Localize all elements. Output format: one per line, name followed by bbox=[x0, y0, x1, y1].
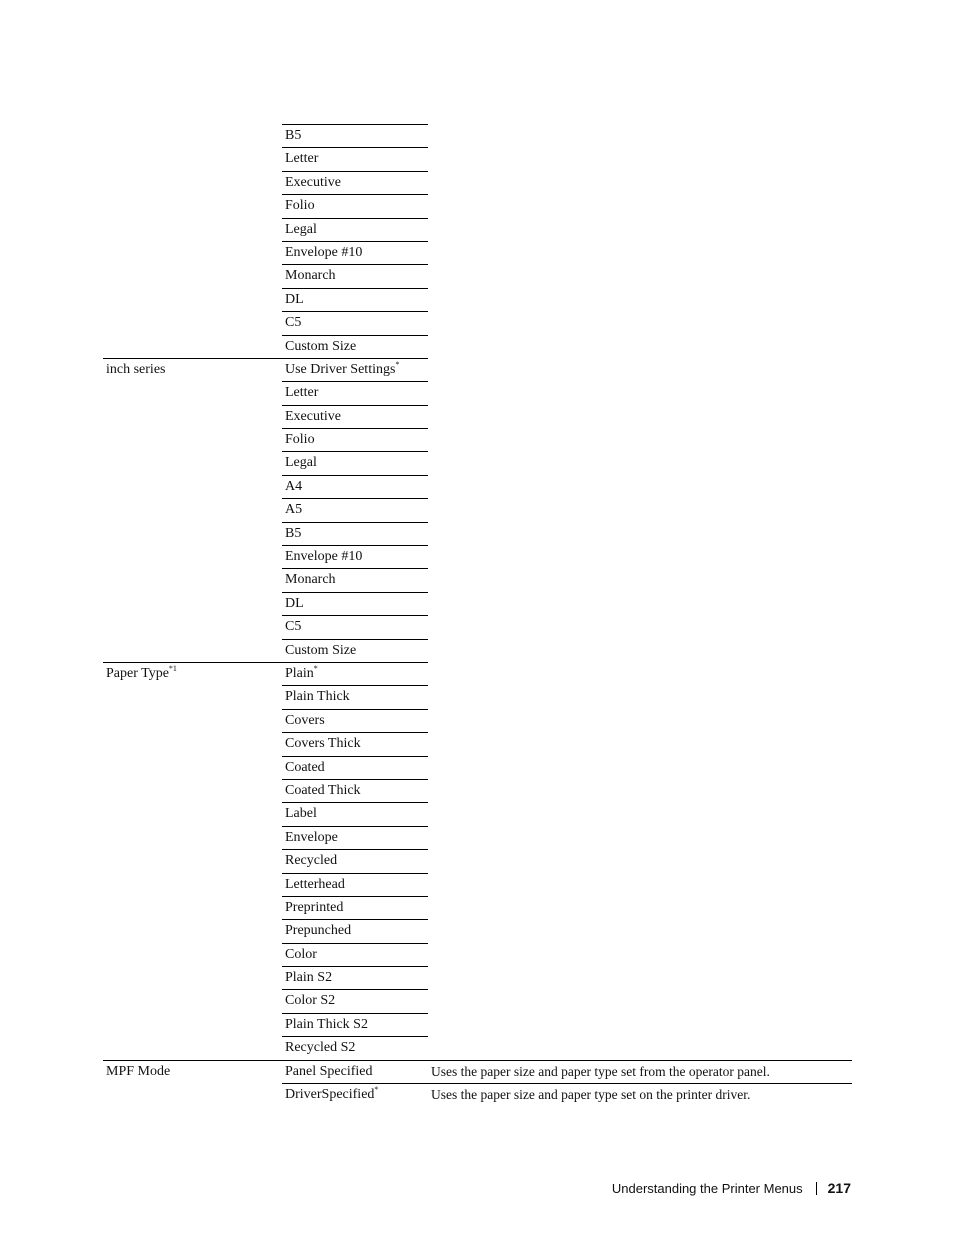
setting-name bbox=[106, 663, 177, 682]
setting-value bbox=[285, 315, 301, 331]
table-row bbox=[103, 428, 852, 451]
setting-value bbox=[285, 198, 315, 214]
setting-value-text: Coated Thick bbox=[285, 782, 361, 798]
table-row bbox=[103, 451, 852, 474]
setting-value-text: C5 bbox=[285, 619, 302, 635]
setting-value-text: Custom Size bbox=[285, 642, 357, 658]
setting-value bbox=[285, 359, 400, 378]
setting-value-text: Executive bbox=[285, 408, 341, 424]
setting-value bbox=[285, 689, 350, 705]
setting-value bbox=[285, 596, 304, 612]
table-row bbox=[103, 943, 852, 966]
table-row bbox=[103, 381, 852, 404]
setting-value bbox=[285, 432, 315, 448]
setting-value bbox=[285, 549, 362, 565]
footer-section-title: Understanding the Printer Menus bbox=[611, 1180, 803, 1196]
setting-value bbox=[285, 1017, 368, 1033]
footnote-marker: *1 bbox=[168, 663, 177, 673]
table-row bbox=[103, 1083, 852, 1106]
setting-value-text: Envelope #10 bbox=[285, 549, 363, 565]
setting-value bbox=[285, 409, 341, 425]
table-row bbox=[103, 919, 852, 942]
setting-value bbox=[285, 830, 338, 846]
setting-value-text: C5 bbox=[285, 315, 302, 331]
table-row bbox=[103, 1013, 852, 1036]
setting-value-text: Letterhead bbox=[285, 876, 345, 892]
page-number: 217 bbox=[827, 1180, 851, 1196]
table-row bbox=[103, 288, 852, 311]
setting-name-text: MPF Mode bbox=[106, 1063, 171, 1079]
setting-value-text: Panel Specified bbox=[285, 1063, 373, 1079]
setting-value bbox=[285, 853, 337, 869]
setting-value bbox=[285, 175, 341, 191]
page-footer bbox=[612, 1180, 851, 1196]
setting-value-text: Legal bbox=[285, 221, 317, 237]
setting-value-text: Plain Thick S2 bbox=[285, 1016, 368, 1032]
table-row bbox=[103, 615, 852, 638]
setting-value-text: Letter bbox=[285, 385, 319, 401]
setting-value bbox=[285, 128, 301, 144]
table-row bbox=[103, 662, 852, 685]
setting-value-text: Color S2 bbox=[285, 993, 336, 1009]
table-row bbox=[103, 498, 852, 521]
default-marker: * bbox=[395, 359, 400, 369]
table-row bbox=[103, 124, 852, 147]
table-row bbox=[103, 311, 852, 334]
setting-value-text: Envelope bbox=[285, 829, 338, 845]
setting-value-text: Use Driver Settings bbox=[285, 361, 396, 377]
setting-value bbox=[285, 151, 318, 167]
setting-name bbox=[106, 362, 165, 378]
setting-value-text: DriverSpecified bbox=[285, 1087, 375, 1103]
footer-divider bbox=[816, 1182, 817, 1195]
setting-value bbox=[285, 783, 361, 799]
setting-value bbox=[285, 339, 356, 355]
table-row bbox=[103, 335, 852, 358]
table-row bbox=[103, 989, 852, 1012]
table-row bbox=[103, 358, 852, 381]
setting-value bbox=[285, 993, 335, 1009]
setting-name-text: Paper Type bbox=[106, 665, 169, 681]
setting-value bbox=[285, 970, 332, 986]
table-row bbox=[103, 966, 852, 989]
table-row bbox=[103, 896, 852, 919]
setting-value bbox=[285, 572, 336, 588]
table-row bbox=[103, 639, 852, 662]
table-row bbox=[103, 592, 852, 615]
table-row bbox=[103, 1060, 852, 1083]
setting-value bbox=[285, 385, 318, 401]
setting-value bbox=[285, 713, 325, 729]
setting-value-text: Folio bbox=[285, 432, 315, 448]
setting-value bbox=[285, 900, 343, 916]
setting-value-text: Color bbox=[285, 946, 317, 962]
setting-value bbox=[285, 222, 317, 238]
setting-value-text: Executive bbox=[285, 174, 341, 190]
table-row bbox=[103, 545, 852, 568]
setting-value-text: Letter bbox=[285, 151, 319, 167]
table-row bbox=[103, 826, 852, 849]
setting-value-text: DL bbox=[285, 291, 304, 307]
default-marker: * bbox=[374, 1085, 379, 1095]
table-row bbox=[103, 264, 852, 287]
table-row bbox=[103, 194, 852, 217]
setting-name-text: inch series bbox=[106, 361, 166, 377]
setting-value-text: Prepunched bbox=[285, 923, 352, 939]
setting-value-text: Covers Thick bbox=[285, 736, 361, 752]
setting-value-text: Coated bbox=[285, 759, 325, 775]
setting-value bbox=[285, 502, 302, 518]
setting-value bbox=[285, 760, 325, 776]
setting-value-text: Recycled S2 bbox=[285, 1040, 356, 1056]
table-row bbox=[103, 1036, 852, 1059]
table-row bbox=[103, 522, 852, 545]
setting-value-text: Plain Thick bbox=[285, 689, 350, 705]
table-row bbox=[103, 241, 852, 264]
setting-value bbox=[285, 663, 318, 682]
setting-value-text: Recycled bbox=[285, 853, 338, 869]
table-row bbox=[103, 218, 852, 241]
table-row bbox=[103, 849, 852, 872]
setting-value bbox=[285, 877, 345, 893]
setting-value bbox=[285, 619, 301, 635]
default-marker: * bbox=[313, 663, 318, 673]
table-row bbox=[103, 709, 852, 732]
table-row bbox=[103, 685, 852, 708]
setting-value-text: Custom Size bbox=[285, 338, 357, 354]
setting-value-text: Envelope #10 bbox=[285, 244, 363, 260]
setting-value-text: Preprinted bbox=[285, 899, 344, 915]
table-row bbox=[103, 732, 852, 755]
setting-value bbox=[285, 526, 301, 542]
setting-value-text: Covers bbox=[285, 712, 325, 728]
setting-value bbox=[285, 736, 361, 752]
setting-value-text: A4 bbox=[285, 478, 303, 494]
menu-settings-table bbox=[103, 124, 852, 1106]
setting-value-text: DL bbox=[285, 595, 304, 611]
setting-value bbox=[285, 292, 304, 308]
setting-name bbox=[106, 1064, 170, 1080]
setting-value bbox=[285, 947, 317, 963]
setting-value bbox=[285, 455, 317, 471]
setting-value-text: Folio bbox=[285, 198, 315, 214]
table-row bbox=[103, 405, 852, 428]
table-row bbox=[103, 475, 852, 498]
setting-value bbox=[285, 806, 317, 822]
setting-value-text: Plain bbox=[285, 665, 314, 681]
setting-value bbox=[285, 1064, 372, 1080]
setting-value-text: B5 bbox=[285, 128, 302, 143]
setting-value bbox=[285, 479, 302, 495]
setting-value bbox=[285, 643, 356, 659]
setting-value bbox=[285, 245, 362, 261]
table-row bbox=[103, 147, 852, 170]
setting-description: Uses the paper size and paper type set on the printer driver. bbox=[431, 1087, 751, 1103]
table-row bbox=[103, 171, 852, 194]
table-row bbox=[103, 756, 852, 779]
setting-value-text: B5 bbox=[285, 525, 302, 541]
setting-value-text: Monarch bbox=[285, 572, 336, 588]
table-row bbox=[103, 802, 852, 825]
setting-value bbox=[285, 1087, 378, 1103]
setting-value bbox=[285, 923, 351, 939]
setting-description: Uses the paper size and paper type set from the operator panel. bbox=[431, 1063, 770, 1079]
setting-value bbox=[285, 268, 336, 284]
setting-value-text: Plain S2 bbox=[285, 970, 333, 986]
setting-value bbox=[285, 1040, 355, 1056]
setting-value-text: Legal bbox=[285, 455, 317, 471]
table-row bbox=[103, 568, 852, 591]
table-row bbox=[103, 779, 852, 802]
table-row bbox=[103, 873, 852, 896]
setting-value-text: Label bbox=[285, 806, 317, 822]
setting-value-text: A5 bbox=[285, 502, 303, 518]
setting-value-text: Monarch bbox=[285, 268, 336, 284]
